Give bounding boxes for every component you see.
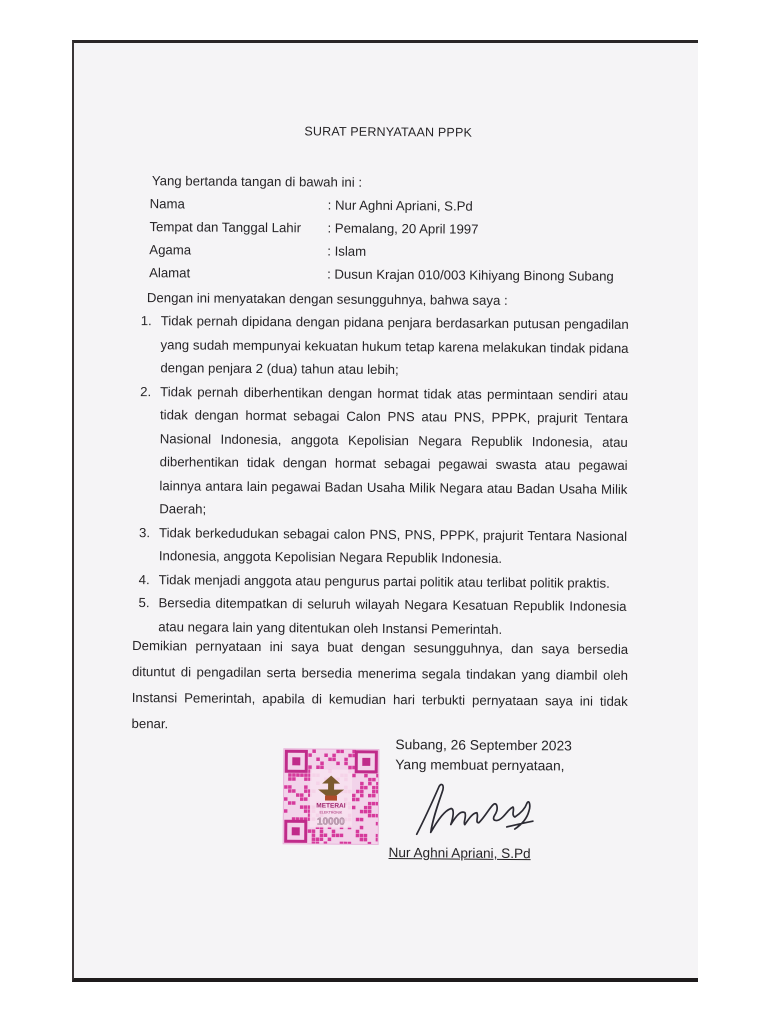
field-label: Nama (149, 196, 185, 212)
meterai-value: 10000 (316, 816, 345, 828)
statement-intro: Dengan ini menyatakan dengan sesungguhnya, bahwa saya : (146, 290, 508, 308)
list-item (140, 309, 629, 383)
identity-fields (149, 194, 670, 290)
field-label: Alamat (149, 265, 191, 281)
signer-role: Yang membuat pernyataan, (395, 757, 565, 774)
list-text: Tidak pernah dipidana dengan pidana penjara berdasarkan putusan pengadilan yang sudah mempunyai kekuatan hukum tetap karena melakukan tindak pidana dengan penjara 2 (dua) tahun atau lebih; (160, 313, 629, 378)
list-number: 2. (140, 383, 152, 399)
list-text: Tidak berkedudukan sebagai calon PNS, PNS, PPPK, prajurit Tentara Nasional Indonesia, anggota Kepolisian Negara Republik Indonesia. (158, 524, 628, 566)
field-value: : Dusun Krajan 010/003 Kihiyang Binong Subang (327, 266, 614, 284)
meterai-stamp (283, 748, 380, 845)
meterai-label: METERAI (316, 802, 346, 810)
statement-list (138, 309, 629, 642)
field-value: : Nur Aghni Apriani, S.Pd (327, 197, 473, 214)
list-item (139, 380, 628, 525)
document-body (70, 41, 701, 981)
signer-name: Nur Aghni Apriani, S.Pd (388, 845, 531, 862)
field-value: : Pemalang, 20 April 1997 (327, 220, 479, 237)
field-label: Tempat dan Tanggal Lahir (149, 219, 302, 236)
handwritten-signature (411, 778, 542, 847)
list-text: Tidak pernah diberhentikan dengan hormat tidak atas permintaan sendiri atau tidak dengan hormat sebagai Calon PNS atau PNS, PPPK, prajurit Tentara Nasional Indonesia, anggota Kepolisian Negara Republik Indonesia, atau diberhentikan tidak dengan hormat sebagai pegawai swasta atau pegawai lainnya antara lain pegawai Badan Usaha Milik Negara atau Badan Usaha Milik Daerah; (159, 383, 629, 517)
list-item (139, 521, 627, 572)
field-label: Agama (149, 242, 192, 258)
list-text: Bersedia ditempatkan di seluruh wilayah Negara Kesatuan Republik Indonesia atau negara lain yang ditentukan oleh Instansi Pemerintah. (158, 595, 627, 637)
field-value: : Islam (327, 243, 367, 259)
closing-paragraph: Demikian pernyataan ini saya buat dengan sesungguhnya, dan saya bersedia dituntut di pengadilan serta bersedia menerima segala tindakan yang diambil oleh Instansi Pemerintah, apabila di kemudian hari terbukti pernyataan saya ini tidak benar. (131, 638, 629, 732)
meterai-sub-label: ELEKTRONIK (319, 810, 343, 815)
list-number: 4. (138, 571, 150, 587)
document-title: SURAT PERNYATAAN PPPK (304, 124, 473, 140)
list-text: Tidak menjadi anggota atau pengurus partai politik atau terlibat politik praktis. (158, 571, 610, 591)
signature-block (395, 735, 572, 776)
list-number: 1. (140, 313, 152, 329)
list-number: 5. (138, 595, 150, 611)
place-date: Subang, 26 September 2023 (395, 737, 572, 754)
list-number: 3. (139, 524, 151, 540)
meterai-qr-icon (284, 749, 379, 844)
intro-text: Yang bertanda tangan di bawah ini : (151, 173, 363, 190)
document-sheet (72, 40, 698, 982)
field-alamat (149, 263, 669, 290)
